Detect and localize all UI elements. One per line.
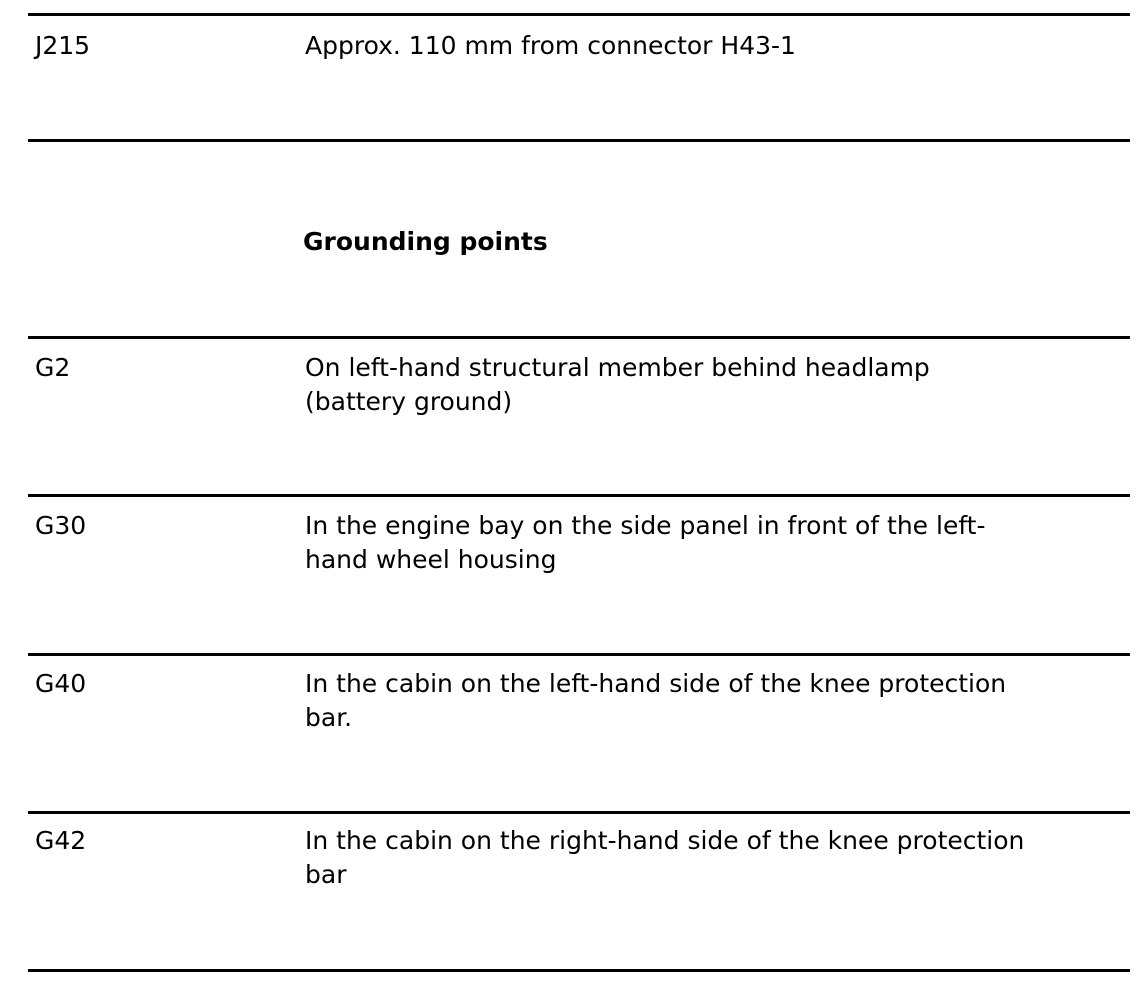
section-heading: Grounding points — [303, 227, 548, 256]
row-description: In the cabin on the right-hand side of the knee protection bar — [305, 826, 1025, 889]
row-divider — [28, 969, 1130, 972]
row-divider — [28, 139, 1130, 142]
row-code: G2 — [35, 353, 71, 382]
row-description: In the engine bay on the side panel in front of the left- hand wheel housing — [305, 511, 986, 574]
row-description: On left-hand structural member behind headlamp (battery ground) — [305, 353, 930, 416]
row-code: G42 — [35, 826, 87, 855]
row-divider — [28, 811, 1130, 814]
row-code: J215 — [35, 31, 91, 60]
row-divider — [28, 494, 1130, 497]
row-divider — [28, 13, 1130, 16]
row-divider — [28, 336, 1130, 339]
row-divider — [28, 653, 1130, 656]
row-description: In the cabin on the left-hand side of the knee protection bar. — [305, 669, 1007, 732]
row-code: G30 — [35, 511, 87, 540]
row-description: Approx. 110 mm from connector H43-1 — [305, 31, 796, 60]
row-code: G40 — [35, 669, 87, 698]
